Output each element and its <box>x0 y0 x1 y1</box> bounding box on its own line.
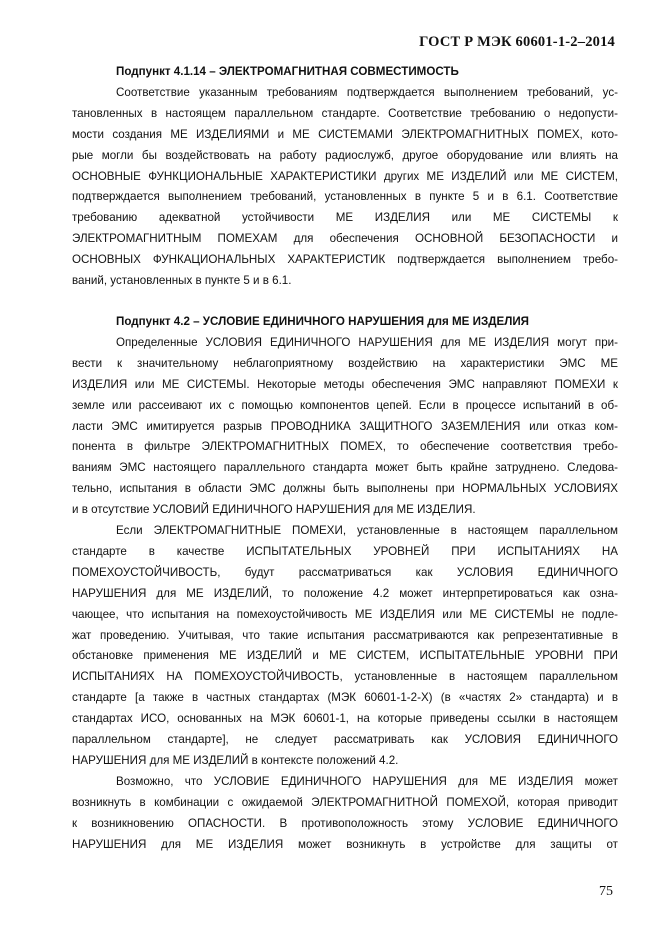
text-line: к возникновению ОПАСНОСТИ. В противоположность этому УСЛОВИЕ ЕДИНИЧНОГО <box>72 816 618 830</box>
section-heading: Подпункт 4.2 – УСЛОВИЕ ЕДИНИЧНОГО НАРУШЕНИЯ для МЕ ИЗДЕЛИЯ <box>116 314 530 328</box>
text-line: земле или рассеивают их с помощью компонентов цепей. Если в процессе испытаний в об- <box>72 398 618 412</box>
standard-header: ГОСТ Р МЭК 60601-1-2–2014 <box>419 34 615 50</box>
section-heading: Подпункт 4.1.14 – ЭЛЕКТРОМАГНИТНАЯ СОВМЕСТИМОСТЬ <box>116 65 459 78</box>
paragraph <box>72 333 618 521</box>
text-line: и в отсутствие УСЛОВИЙ ЕДИНИЧНОГО НАРУШЕНИЯ для МЕ ИЗДЕЛИЯ. <box>72 503 476 517</box>
text-line: параллельном стандарте], не следует рассматривать как УСЛОВИЯ ЕДИНИЧНОГО <box>72 733 618 747</box>
section-4-1-14 <box>72 62 618 292</box>
text-line: НАРУШЕНИЯ для МЕ ИЗДЕЛИЙ, то положение 4.2 может интерпретироваться как озна- <box>72 586 618 600</box>
section-spacer <box>72 292 618 312</box>
text-line: ПОМЕХОУСТОЙЧИВОСТЬ, будут рассматриваться как УСЛОВИЯ ЕДИНИЧНОГО <box>72 565 618 579</box>
text-line: обстановке применения МЕ ИЗДЕЛИЙ и МЕ СИСТЕМ, ИСПЫТАТЕЛЬНЫЕ УРОВНИ ПРИ <box>72 649 618 663</box>
text-line: рые могли бы воздействовать на работу радиослужб, другое оборудование или влиять на <box>72 148 618 162</box>
text-line: Определенные УСЛОВИЯ ЕДИНИЧНОГО НАРУШЕНИЯ для МЕ ИЗДЕЛИЯ могут при- <box>116 335 618 349</box>
text-line: ОСНОВНЫЕ ФУНКЦИОНАЛЬНЫЕ ХАРАКТЕРИСТИКИ других МЕ ИЗДЕЛИЙ или МЕ СИСТЕМ, <box>72 169 618 183</box>
text-line: ОСНОВНЫХ ФУНКАЦИОНАЛЬНЫХ ХАРАКТЕРИСТИК подтверждается выполнением требо- <box>72 253 618 267</box>
text-line: подтверждается выполнением требований, установленных в пункте 5 и в 6.1. Соответствие <box>72 190 618 204</box>
text-line: мости создания МЕ ИЗДЕЛИЯМИ и МЕ СИСТЕМАМИ ЭЛЕКТРОМАГНИТНЫХ ПОМЕХ, кото- <box>72 127 618 141</box>
text-line: Если ЭЛЕКТРОМАГНИТНЫЕ ПОМЕХИ, установленные в настоящем параллельном <box>116 524 618 538</box>
text-line: возникнуть в комбинации с ожидаемой ЭЛЕКТРОМАГНИТНОЙ ПОМЕХОЙ, которая приводит <box>72 795 618 809</box>
page-body <box>72 62 618 856</box>
text-line: НАРУШЕНИЯ для МЕ ИЗДЕЛИЙ в контексте положений 4.2. <box>72 754 399 767</box>
section-4-2 <box>72 312 618 856</box>
text-line: ваниям ЭМС настоящего параллельного стандарта может быть крайне затруднено. Следова- <box>72 461 618 475</box>
text-line: Соответствие указанным требованиям подтверждается выполнением требований, ус- <box>116 85 618 99</box>
paragraph <box>72 83 618 292</box>
text-line: стандарте в качестве ИСПЫТАТЕЛЬНЫХ УРОВНЕЙ ПРИ ИСПЫТАНИЯХ НА <box>72 544 618 558</box>
paragraph <box>72 521 618 772</box>
text-line: стандарте [а также в частных стандартах (МЭК 60601-1-2-Х) (в «частях 2» стандарта) и в <box>72 691 618 705</box>
text-line: стандартах ИСО, основанных на МЭК 60601-1, на которые приведены ссылки в настоящем <box>72 712 618 726</box>
paragraph <box>72 772 618 856</box>
text-line: ваний, установленных в пункте 5 и в 6.1. <box>72 274 292 288</box>
text-line: ЭЛЕКТРОМАГНИТНЫМ ПОМЕХАМ для обеспечения ОСНОВНОЙ БЕЗОПАСНОСТИ и <box>72 232 618 246</box>
text-line: тановленных в настоящем параллельном стандарте. Соответствие требованию о недопусти- <box>72 106 618 120</box>
text-line: НАРУШЕНИЯ для МЕ ИЗДЕЛИЯ может возникнуть в устройстве для защиты от <box>72 837 618 851</box>
text-line: понента в фильтре ЭЛЕКТРОМАГНИТНЫХ ПОМЕХ, то обеспечение соответствия требо- <box>72 440 618 454</box>
text-line: Возможно, что УСЛОВИЕ ЕДИНИЧНОГО НАРУШЕНИЯ для МЕ ИЗДЕЛИЯ может <box>116 774 618 788</box>
text-line: требованию адекватной устойчивости МЕ ИЗДЕЛИЯ или МЕ СИСТЕМЫ к <box>72 211 618 225</box>
text-line: ИСПЫТАНИЯХ НА ПОМЕХОУСТОЙЧИВОСТЬ, установленные в настоящем параллельном <box>72 670 618 684</box>
page-number: 75 <box>599 884 613 899</box>
text-line: вести к значительному неблагоприятному воздействию на характеристики ЭМС МЕ <box>72 356 618 370</box>
text-line: ласти ЭМС имитируется разрыв ПРОВОДНИКА ЗАЩИТНОГО ЗАЗЕМЛЕНИЯ или отказ ком- <box>72 419 618 433</box>
text-line: жат проведению. Учитывая, что такие испытания рассматриваются как репрезентативные в <box>72 628 618 642</box>
text-line: тельно, испытания в области ЭМС должны быть выполнены при НОРМАЛЬНЫХ УСЛОВИЯХ <box>72 482 618 496</box>
text-line: чающее, что испытания на помехоустойчивость МЕ ИЗДЕЛИЯ или МЕ СИСТЕМЫ не подле- <box>72 607 618 621</box>
text-line: ИЗДЕЛИЯ или МЕ СИСТЕМЫ. Некоторые методы обеспечения ЭМС направляют ПОМЕХИ к <box>72 377 618 391</box>
